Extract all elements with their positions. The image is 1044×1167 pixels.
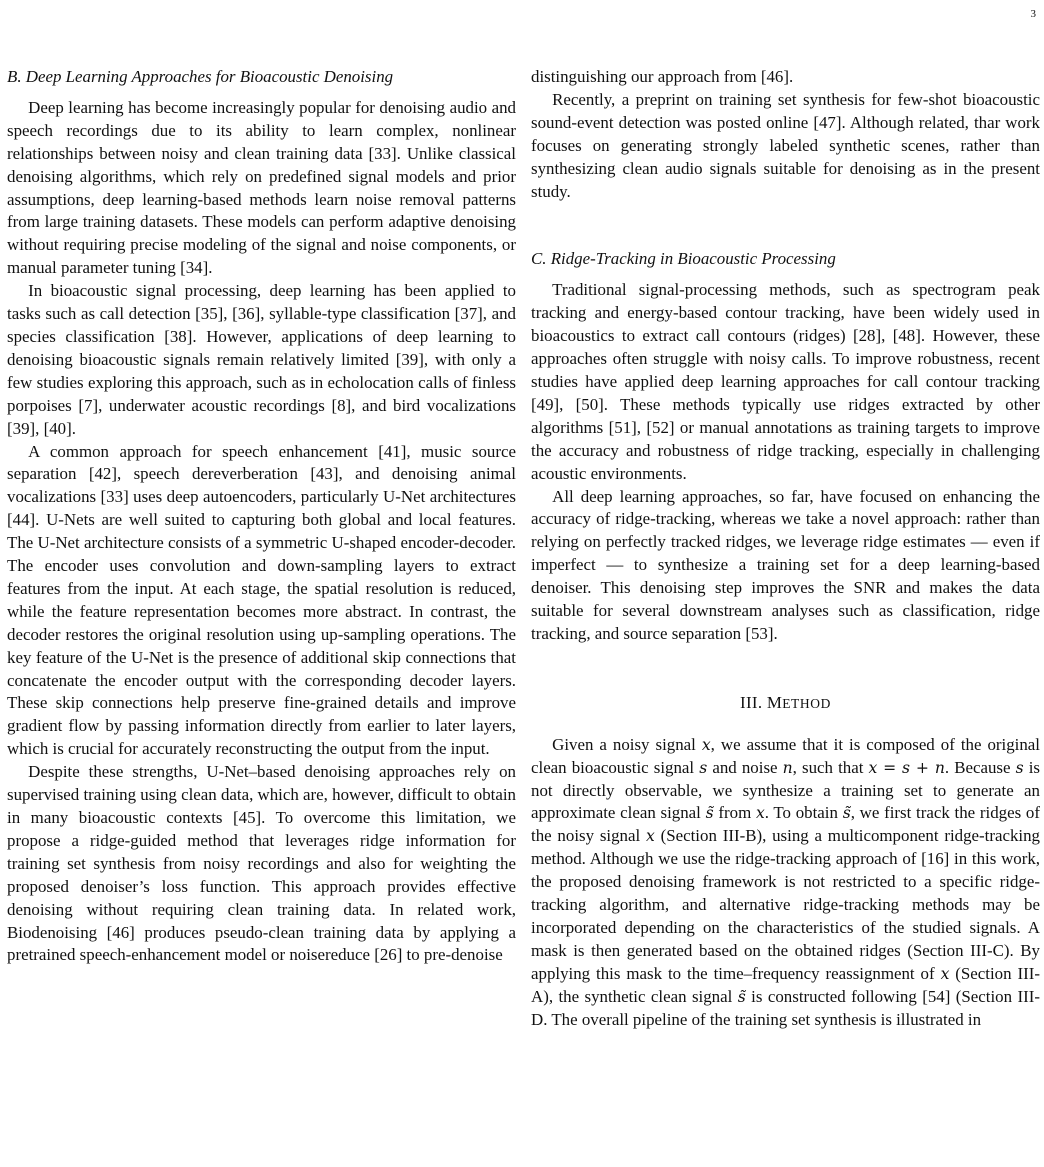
math-s: s <box>1015 758 1024 777</box>
text-run: , such that <box>792 757 869 777</box>
math-s: s <box>699 758 708 777</box>
math-equation: x = s + n <box>868 758 945 777</box>
paragraph: Despite these strengths, U-Net–based denoising approaches rely on supervised training using clean data, which are, however, difficult to obtain in many bioacoustic contexts [45]. To overcome this limitation, we propose a ridge-guided method that leverages ridge information for training set synthesis from noisy recordings and also for weighting the proposed denoiser’s loss function. This approach provides effective denoising without requiring clean training data. In related work, Biodenoising [46] produces pseudo-clean training data by applying a pretrained speech-enhancement model or noisereduce [26] to pre-denoise <box>7 762 516 965</box>
paragraph: Traditional signal-processing methods, such as spectrogram peak tracking and energy-based contour tracking, have been widely used in bioacoustics to extract call contours (ridges) [28], [48]. However, these approaches often struggle with noisy calls. To improve robustness, recent studies have applied deep learning approaches for call contour tracking [49], [50]. These methods typically use ridges extracted by other algorithms [51], [52] or manual annotations as training targets to improve the accuracy and robustness of ridge tracking, especially in challenging acoustic environments. <box>531 280 1040 483</box>
paragraph: Recently, a preprint on training set synthesis for few-shot bioacoustic sound-event detection was posted online [47]. Although related, thar work focuses on generating strongly labeled synthetic scenes, rather than synthesizing clean audio signals suitable for denoising as in the present study. <box>531 89 1040 201</box>
math-x: x <box>701 735 711 754</box>
math-s-tilde: s̃ <box>842 804 851 823</box>
text-run: (Section III-B), using a multicomponent ridge-tracking method. Although we use the ridge-tracking approach of [16] in this work, the proposed denoising framework is not restricted to a specific ridge-tracking algorithm, and alternative ridge-tracking methods may be incorporated depending on the characteristics of the studied signals. A mask is then generated based on the obtained ridges (Section III-C). By applying this mask to the time–frequency reassignment of <box>531 826 1040 983</box>
right-column <box>531 66 1040 1032</box>
paragraph-continuation: distinguishing our approach from [46]. <box>531 67 794 86</box>
text-run: , we assume that it is composed of the original clean bioacoustic signal <box>531 734 1040 777</box>
math-x: x <box>646 827 655 846</box>
section-number: III. <box>740 692 763 712</box>
paragraph-method <box>531 734 1040 1032</box>
paragraph: All deep learning approaches, so far, have focused on enhancing the accuracy of ridge-tracking, whereas we take a novel approach: rather than relying on perfectly tracked ridges, we leverage ridge estimates — even if imperfect — to synthesize a training set for a deep learning-based denoiser. This denoising step improves the SNR and makes the data suitable for several downstream analyses such as classification, ridge tracking, and source separation [53]. <box>531 486 1040 643</box>
left-column <box>7 66 516 967</box>
page-number: 3 <box>1030 8 1036 20</box>
text-run: from <box>713 803 756 823</box>
text-run: is not directly observable, we synthesize a training set to generate an approximate clean signal <box>531 757 1040 823</box>
paragraph: Deep learning has become increasingly popular for denoising audio and speech recordings due to its ability to learn complex, nonlinear relationships between noisy and clean training data [33]. Unlike classical denoising algorithms, which rely on predefined signal models and prior assumptions, deep learning-based methods learn noise removal patterns from large training datasets. These models can perform adaptive denoising without requiring precise modeling of the signal and noise components, or manual parameter tuning [34]. <box>7 97 516 278</box>
text-run: (Section III-A), the synthetic clean signal <box>531 963 1041 1006</box>
section-name: METHOD <box>766 692 831 712</box>
math-n: n <box>782 758 793 777</box>
text-run: . To obtain <box>764 803 843 823</box>
text-run: is constructed following [54] (Section III-D. The overall pipeline of the training set synthesis is illustrated in <box>531 986 1040 1029</box>
text-run: and noise <box>707 757 783 777</box>
math-s-tilde: s̃ <box>737 987 746 1006</box>
text-run: . Because <box>944 757 1016 777</box>
math-x: x <box>755 804 765 823</box>
paragraph: In bioacoustic signal processing, deep learning has been applied to tasks such as call detection [35], [36], syllable-type classification [37], and species classification [38]. However, applications of deep learning to denoising bioacoustic signals remain relatively limited [39], with only a few studies exploring this approach, such as in echolocation calls of finless porpoises [7], underwater acoustic recordings [8], and bird vocalizations [39], [40]. <box>7 281 516 438</box>
text-run: Given a noisy signal <box>552 734 702 754</box>
math-s-tilde: s̃ <box>705 804 714 823</box>
text-run: , we first track the ridges of the noisy signal <box>531 803 1040 846</box>
math-x: x <box>940 964 950 983</box>
section-title-method <box>531 692 1040 716</box>
subsection-title-c: C. Ridge-Tracking in Bioacoustic Processing <box>531 249 836 269</box>
subsection-title-b: B. Deep Learning Approaches for Bioacoustic Denoising <box>7 67 394 86</box>
paragraph: A common approach for speech enhancement [41], music source separation [42], speech dereverberation [43], and denoising animal vocalizations [33] uses deep autoencoders, particularly U-Net architectures [44]. U-Nets are well suited to capturing both global and local features. The U-Net architecture consists of a symmetric U-shaped encoder-decoder. The encoder uses convolution and down-sampling layers to extract features from the input. At each stage, the spatial resolution is reduced, while the feature representation becomes more abstract. In contrast, the decoder restores the original resolution using up-sampling operations. The key feature of the U-Net is the presence of additional skip connections that concatenate the encoder output with the corresponding decoder layers. These skip connections help preserve fine-grained details and improve gradient flow by passing information directly from earlier to later layers, which is crucial for accurately reconstructing the output from the input. <box>7 441 516 759</box>
